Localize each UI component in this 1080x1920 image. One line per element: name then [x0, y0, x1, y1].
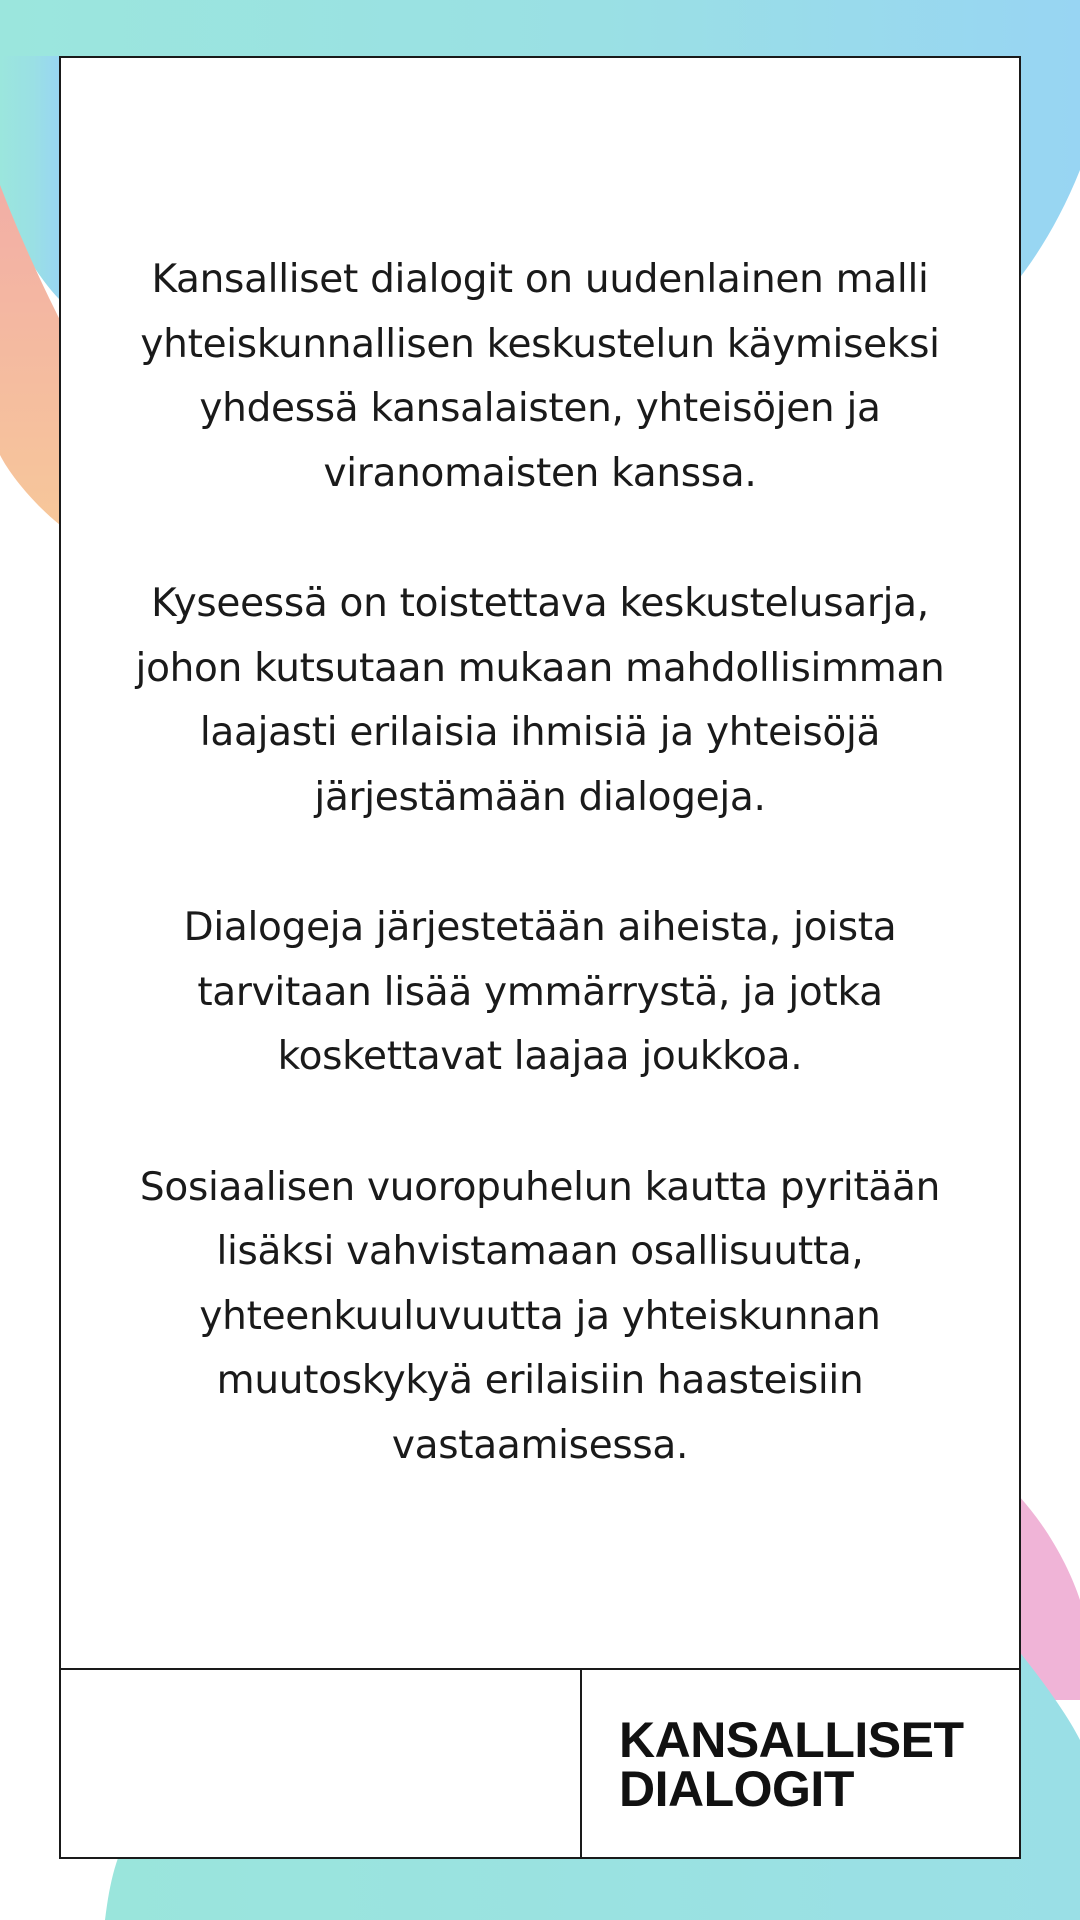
paragraph-line: tarvitaan lisää ymmärrystä, ja jotka	[197, 969, 883, 1015]
paragraph-line: koskettavat laajaa joukkoa.	[277, 1034, 803, 1079]
paragraph	[101, 248, 979, 506]
logo-line-2: DIALOGIT	[619, 1761, 854, 1817]
logo-line-1: KANSALLISET	[619, 1712, 964, 1768]
paragraph-line: johon kutsutaan mukaan mahdollisimman	[135, 645, 945, 691]
card-content	[61, 58, 1019, 1668]
paragraph-line: laajasti erilaisia ihmisiä ja yhteisöjä	[199, 710, 881, 755]
paragraph	[101, 896, 979, 1090]
paragraph-line: yhdessä kansalaisten, yhteisöjen ja	[199, 386, 881, 431]
paragraph-line: järjestämään dialogeja.	[314, 774, 766, 820]
paragraph-line: Dialogeja järjestetään aiheista, joista	[183, 905, 897, 950]
description-text	[101, 248, 979, 1478]
paragraph	[101, 572, 979, 830]
paragraph	[101, 1156, 979, 1479]
paragraph-line: yhteiskunnallisen keskustelun käymiseksi	[140, 321, 940, 367]
paragraph-line: Kansalliset dialogit on uudenlainen malli	[151, 257, 929, 302]
footer-empty-cell	[61, 1670, 582, 1857]
paragraph-line: lisäksi vahvistamaan osallisuutta,	[216, 1229, 864, 1274]
card-footer	[61, 1668, 1019, 1857]
paragraph-line: muutoskykyä erilaisiin haasteisiin	[216, 1358, 864, 1403]
paragraph-line: vastaamisessa.	[391, 1422, 689, 1468]
paragraph-line: viranomaisten kanssa.	[323, 450, 757, 496]
paragraph-line: yhteenkuuluvuutta ja yhteiskunnan	[199, 1293, 881, 1339]
paragraph-line: Kyseessä on toistettava keskustelusarja,	[151, 581, 929, 626]
kansalliset-dialogit-logo	[619, 1712, 964, 1817]
info-card	[59, 56, 1021, 1859]
paragraph-line: Sosiaalisen vuoropuhelun kautta pyritään	[139, 1164, 941, 1210]
